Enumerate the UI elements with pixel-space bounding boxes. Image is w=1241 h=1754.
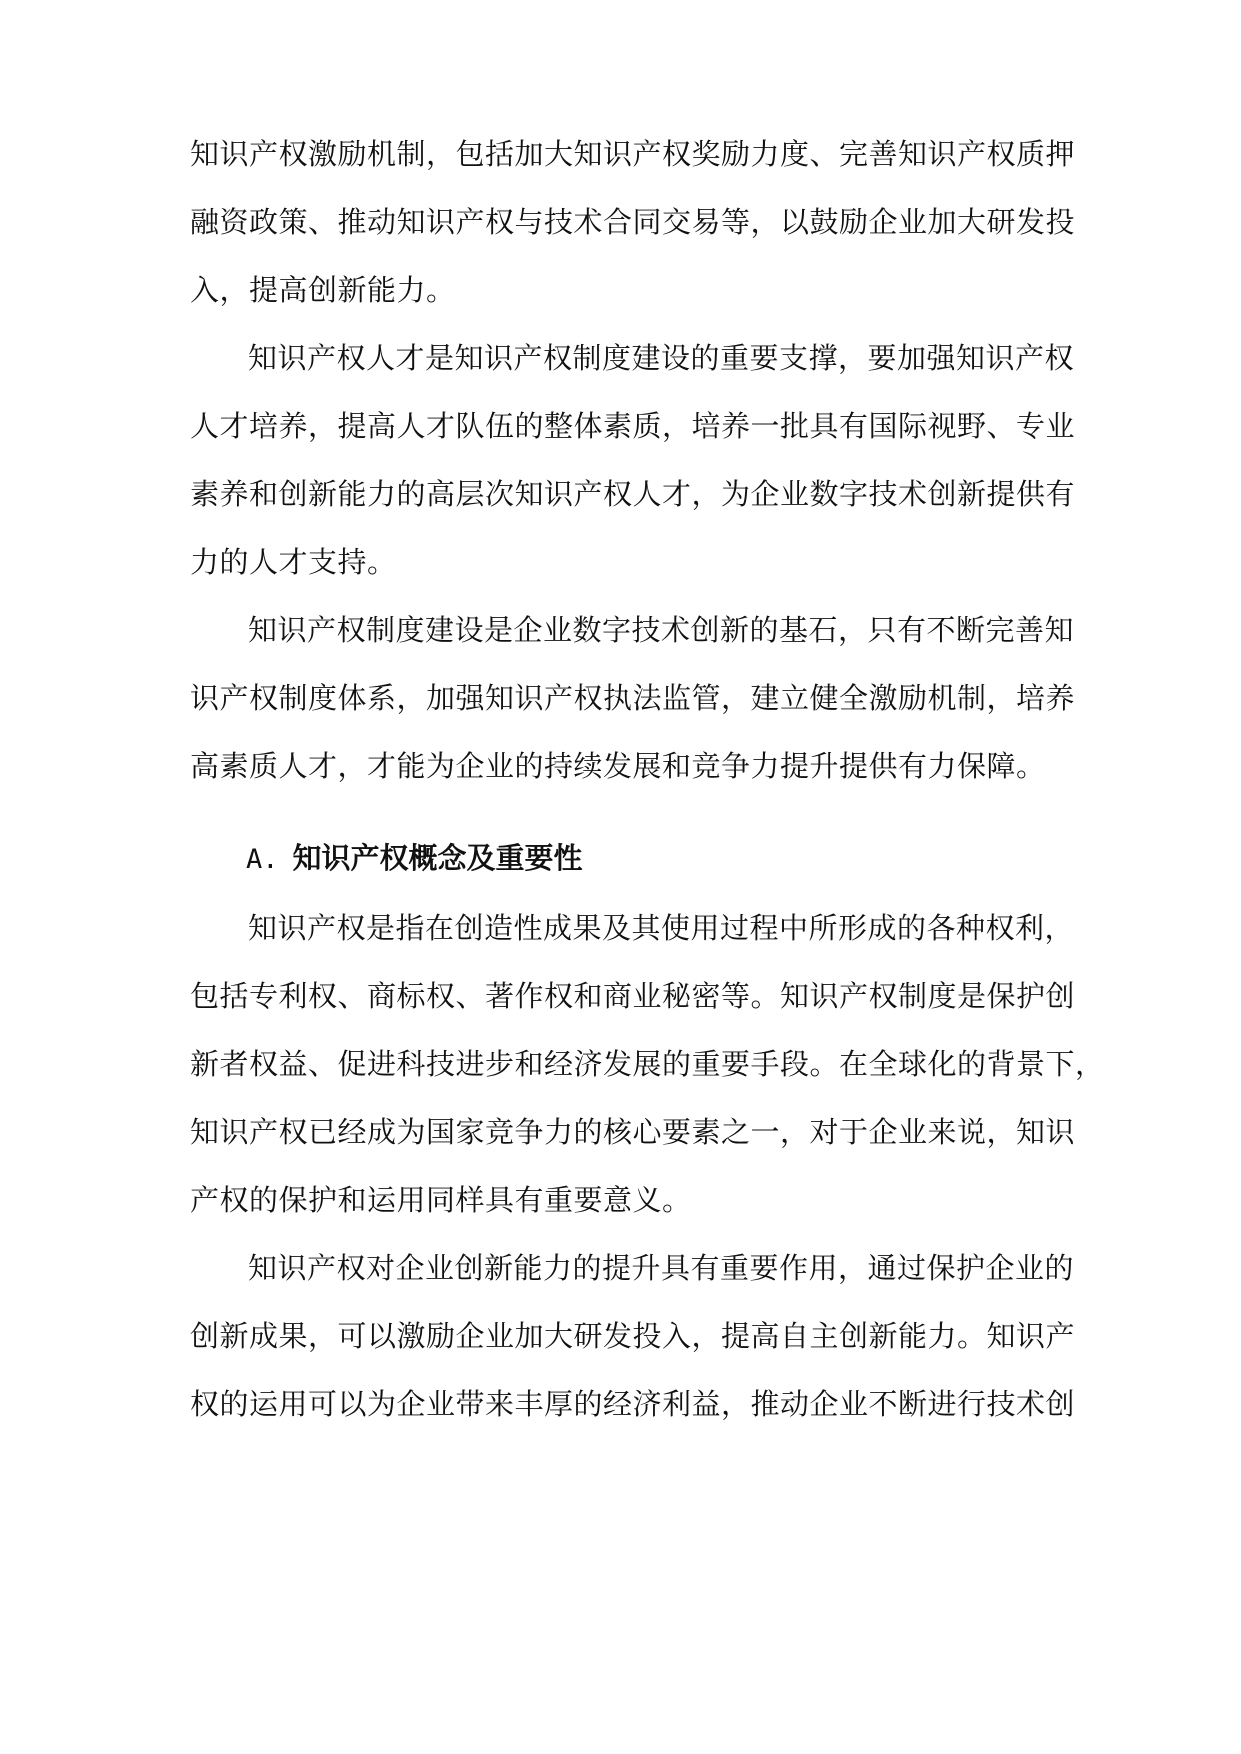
text-line: 产权的保护和运用同样具有重要意义。 bbox=[190, 1183, 692, 1217]
paragraph-first-line: 知识产权是指在创造性成果及其使用过程中所形成的各种权利， bbox=[248, 911, 1075, 945]
text-line: 素养和创新能力的高层次知识产权人才，为企业数字技术创新提供有 bbox=[190, 477, 1076, 511]
text-line: 创新成果，可以激励企业加大研发投入，提高自主创新能力。知识产 bbox=[190, 1319, 1076, 1353]
text-line: 人才培养，提高人才队伍的整体素质，培养一批具有国际视野、专业 bbox=[190, 409, 1076, 443]
text-line: 新者权益、促进科技进步和经济发展的重要手段。在全球化的背景下， bbox=[190, 1047, 1105, 1081]
text-line: 包括专利权、商标权、著作权和商业秘密等。知识产权制度是保护创 bbox=[190, 979, 1076, 1013]
text-line: 知识产权已经成为国家竞争力的核心要素之一，对于企业来说，知识 bbox=[190, 1115, 1076, 1149]
paragraph-first-line: 知识产权对企业创新能力的提升具有重要作用，通过保护企业的 bbox=[248, 1251, 1075, 1285]
text-line: 知识产权激励机制，包括加大知识产权奖励力度、完善知识产权质押 bbox=[190, 137, 1076, 171]
paragraph-first-line: 知识产权制度建设是企业数字技术创新的基石，只有不断完善知 bbox=[248, 613, 1075, 647]
text-line: 高素质人才，才能为企业的持续发展和竞争力提升提供有力保障。 bbox=[190, 749, 1046, 783]
section-number: A. bbox=[246, 844, 279, 875]
section-heading bbox=[246, 838, 583, 880]
paragraph-first-line: 知识产权人才是知识产权制度建设的重要支撑，要加强知识产权 bbox=[248, 341, 1075, 375]
text-line: 入，提高创新能力。 bbox=[190, 273, 456, 307]
text-line: 权的运用可以为企业带来丰厚的经济利益，推动企业不断进行技术创 bbox=[190, 1387, 1076, 1421]
section-title: 知识产权概念及重要性 bbox=[292, 841, 583, 875]
text-line: 识产权制度体系，加强知识产权执法监管，建立健全激励机制，培养 bbox=[190, 681, 1076, 715]
text-line: 融资政策、推动知识产权与技术合同交易等，以鼓励企业加大研发投 bbox=[190, 205, 1076, 239]
text-line: 力的人才支持。 bbox=[190, 545, 397, 579]
